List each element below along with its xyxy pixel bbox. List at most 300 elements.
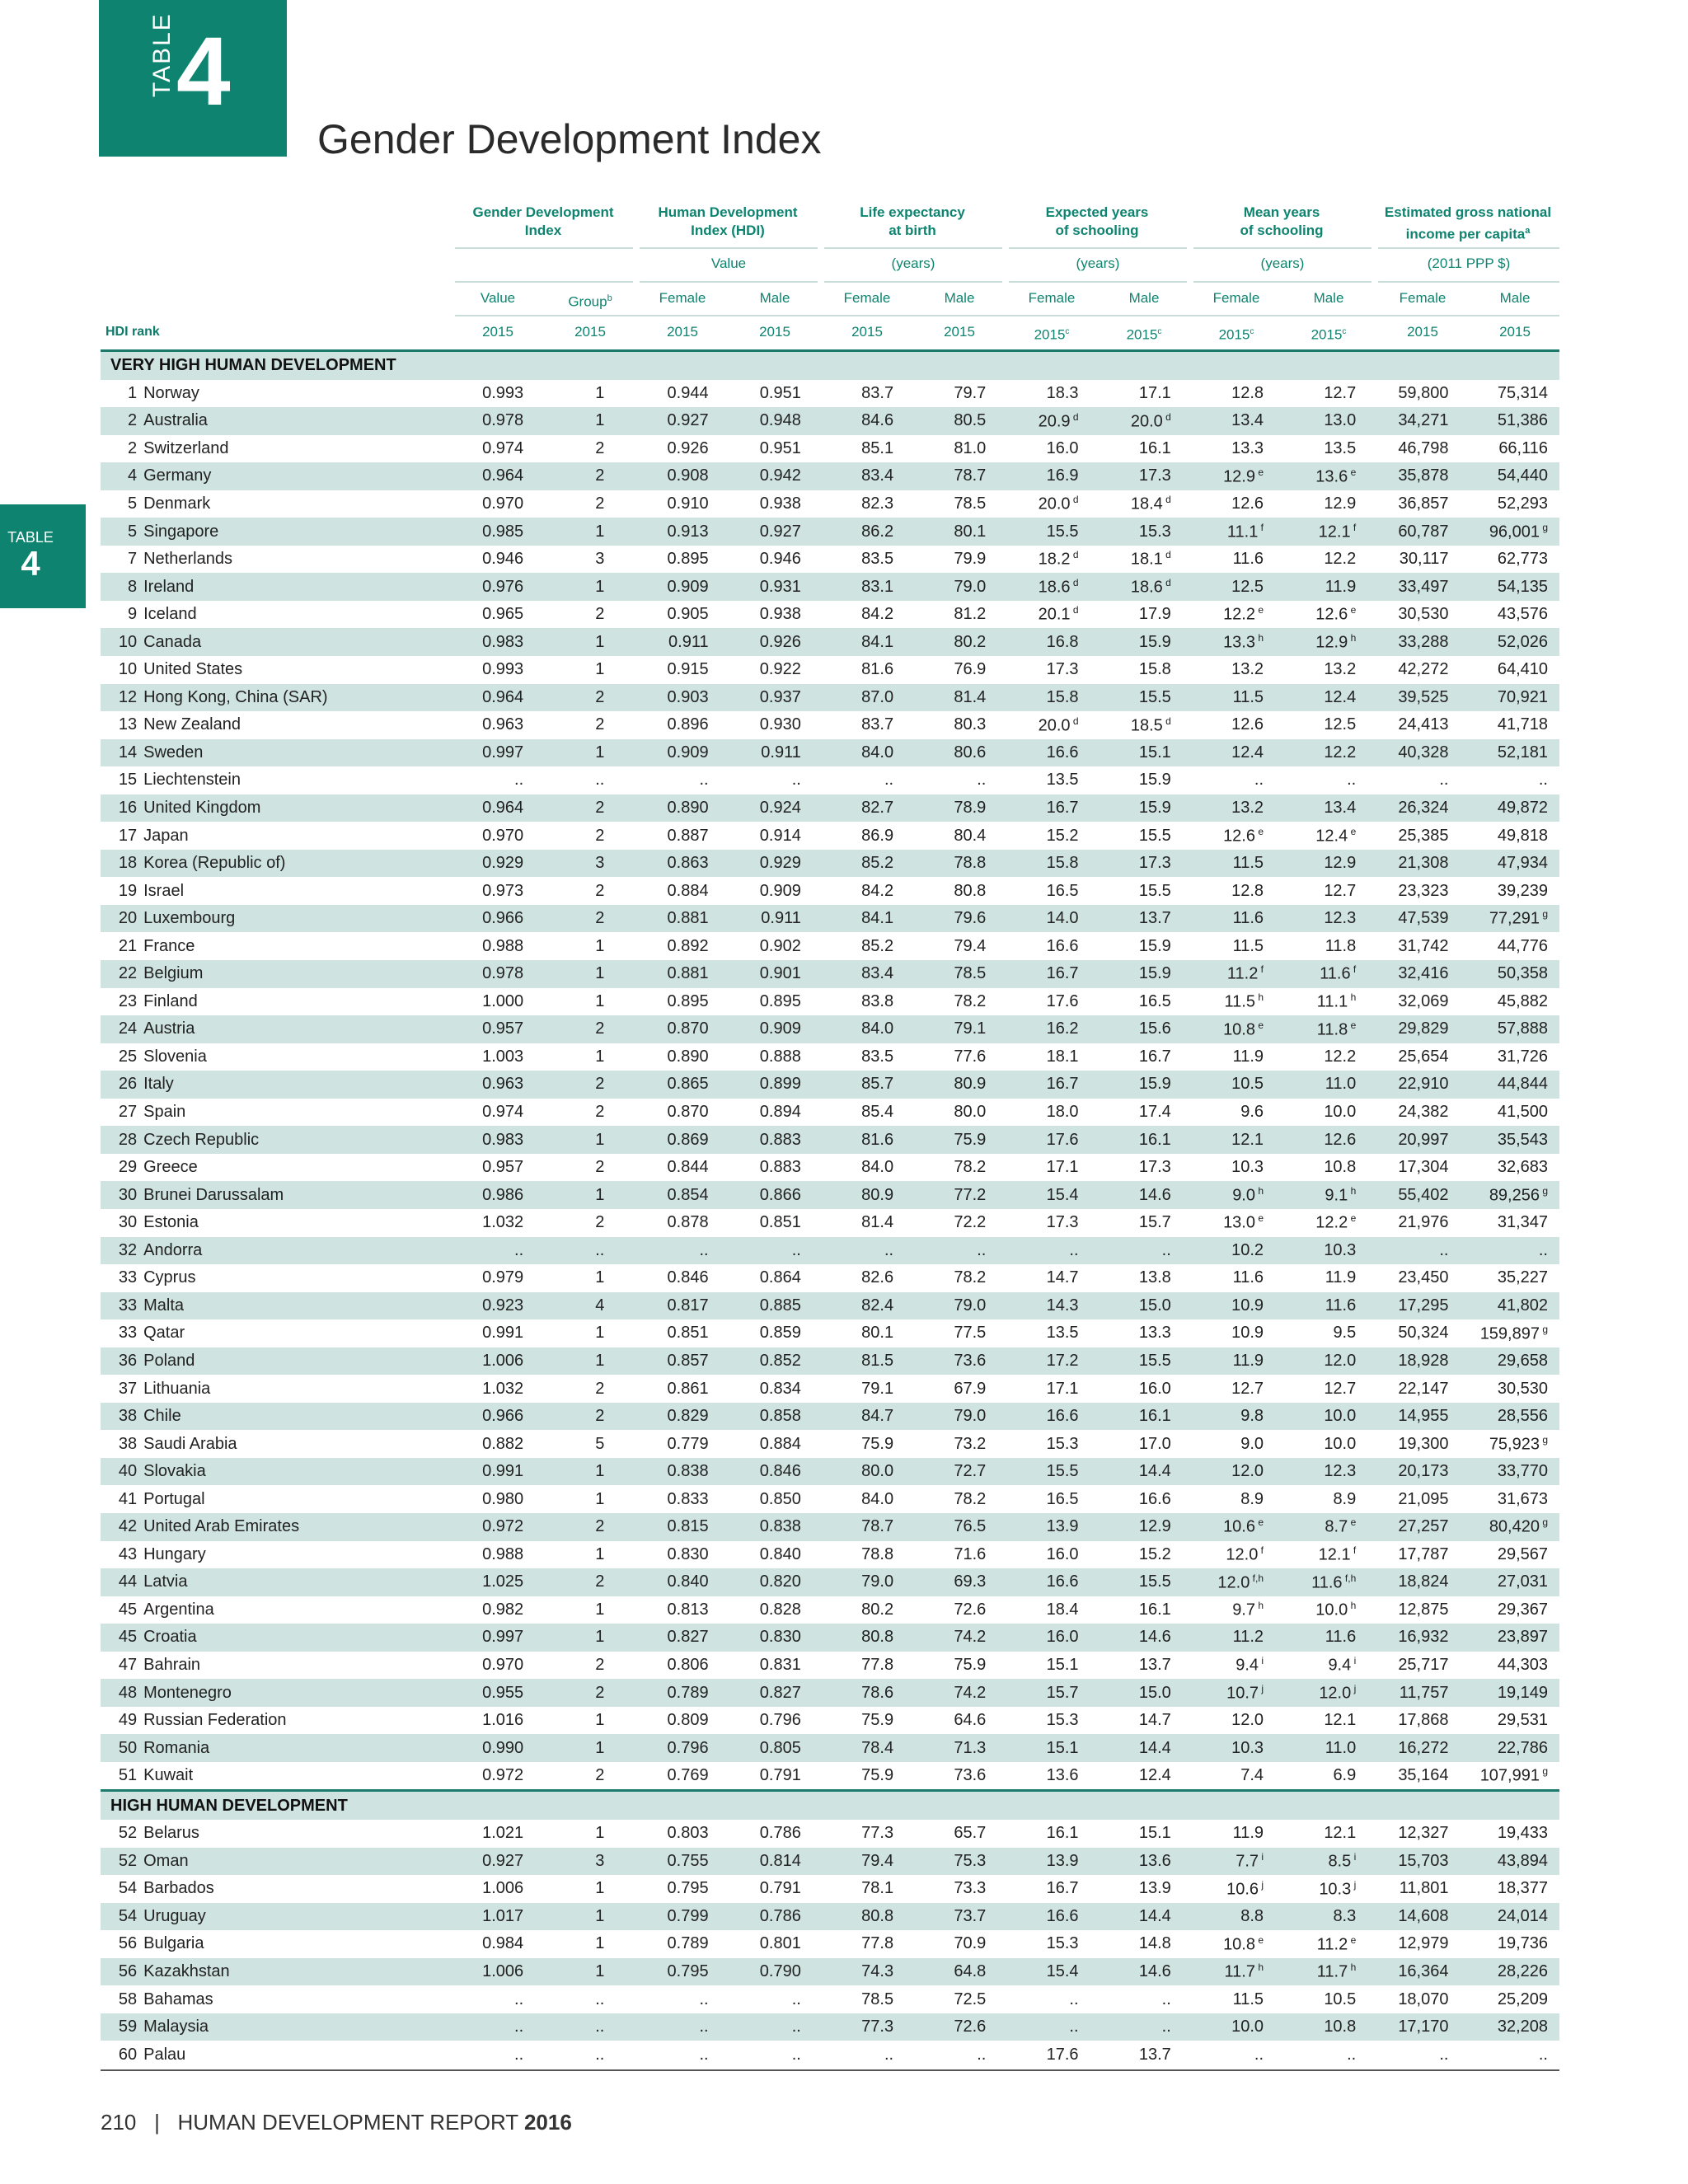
value-cell: 12.5 bbox=[1189, 573, 1282, 601]
value-cell: 57,888 bbox=[1466, 1015, 1559, 1043]
value-cell: 80.8 bbox=[819, 1624, 912, 1652]
table-row bbox=[101, 684, 1559, 712]
value-cell: 32,208 bbox=[1466, 2013, 1559, 2041]
hdi-rank: 59 bbox=[101, 2013, 143, 2041]
value-cell: 80.5 bbox=[912, 407, 1004, 435]
hdi-rank: 43 bbox=[118, 1544, 138, 1563]
value-cell: 14.3 bbox=[1004, 1292, 1096, 1320]
value-cell: 89,256 $^g$ bbox=[1466, 1181, 1559, 1209]
value-cell: 11.5 bbox=[1232, 1990, 1264, 2008]
value-cell: 14.4 bbox=[1097, 1734, 1189, 1762]
value-cell: 10.0 bbox=[1324, 1434, 1357, 1453]
value-cell: 20.0 $^d$ bbox=[1038, 494, 1079, 513]
value-cell: .. bbox=[819, 1237, 912, 1265]
value-cell: 0.852 bbox=[727, 1347, 819, 1376]
hdi-rank: 27 bbox=[118, 1103, 138, 1122]
country-name: Barbados bbox=[143, 1879, 214, 1898]
value-cell: 84.6 bbox=[819, 407, 912, 435]
table-row bbox=[101, 766, 1559, 794]
value-cell: 22,910 bbox=[1374, 1071, 1466, 1099]
value-cell: 12.5 bbox=[1324, 715, 1357, 734]
value-cell: 13.5 bbox=[1046, 1324, 1079, 1343]
value-cell: 16.7 bbox=[1004, 960, 1096, 988]
value-cell: 85.2 bbox=[819, 850, 912, 878]
country-name: Israel bbox=[143, 881, 185, 900]
value-cell: 12.1 $^f$ bbox=[1282, 518, 1374, 546]
value-cell: 12.2 bbox=[1324, 1047, 1357, 1066]
value-cell: 1 bbox=[595, 1544, 605, 1563]
unit-hdi: Value bbox=[710, 255, 747, 271]
table-row bbox=[101, 2013, 1559, 2041]
value-cell: 0.859 bbox=[759, 1324, 801, 1343]
table-row bbox=[101, 1237, 1559, 1265]
table-row bbox=[101, 1596, 1559, 1624]
value-cell: 83.8 bbox=[861, 991, 894, 1010]
value-cell: 15.8 bbox=[1004, 850, 1096, 878]
value-cell: 0.830 bbox=[667, 1544, 709, 1563]
value-cell: 78.5 bbox=[861, 1990, 894, 2008]
value-cell: 62,773 bbox=[1497, 550, 1548, 569]
country-name: Germany bbox=[143, 462, 456, 490]
sub-life-female: Female bbox=[843, 290, 891, 306]
value-cell: 15.9 bbox=[1097, 960, 1189, 988]
value-cell: 2 bbox=[595, 1655, 605, 1674]
country-name: Uruguay bbox=[143, 1903, 456, 1931]
year-3: 2015 bbox=[759, 324, 790, 340]
country-name: Japan bbox=[143, 826, 189, 845]
value-cell: 15.8 bbox=[1004, 684, 1096, 712]
value-cell: 14.6 bbox=[1097, 1624, 1189, 1652]
value-cell: 1 bbox=[542, 1903, 634, 1931]
value-cell: 12.7 bbox=[1324, 1379, 1357, 1398]
value-cell: 17.1 bbox=[1046, 1379, 1079, 1398]
value-cell: 79.1 bbox=[912, 1015, 1004, 1043]
value-cell: 1 bbox=[542, 628, 634, 656]
country-name: Malta bbox=[143, 1292, 456, 1320]
value-cell: 0.883 bbox=[727, 1126, 819, 1154]
value-cell: 73.6 bbox=[912, 1347, 1004, 1376]
value-cell: 8.8 bbox=[1189, 1903, 1282, 1931]
table-row bbox=[101, 1958, 1559, 1986]
value-cell: 2 bbox=[542, 1513, 634, 1541]
country-name: Slovenia bbox=[143, 1047, 207, 1066]
value-cell: 0.982 bbox=[482, 1600, 524, 1619]
value-cell: 84.0 bbox=[819, 739, 912, 767]
value-cell: 12.9 bbox=[1324, 494, 1357, 513]
value-cell: .. bbox=[595, 2045, 605, 2064]
table-row bbox=[101, 1485, 1559, 1513]
value-cell: 77.3 bbox=[819, 2013, 912, 2041]
hdi-rank: 13 bbox=[118, 715, 138, 734]
value-cell: 11.5 bbox=[1189, 684, 1282, 712]
value-cell: 12.6 bbox=[1282, 1126, 1374, 1154]
value-cell: 0.799 bbox=[634, 1903, 726, 1931]
value-cell: 16.1 bbox=[1046, 1824, 1079, 1843]
value-cell: 11.6 bbox=[1189, 905, 1282, 933]
value-cell: 0.988 bbox=[482, 1544, 524, 1563]
value-cell: 0.988 bbox=[482, 936, 524, 955]
hdi-rank: 48 bbox=[101, 1679, 143, 1707]
value-cell: 17.3 bbox=[1046, 660, 1079, 679]
sub-gni-male: Male bbox=[1499, 290, 1531, 306]
value-cell: 0.926 bbox=[727, 628, 819, 656]
value-cell: 85.7 bbox=[819, 1071, 912, 1099]
value-cell: 18.0 bbox=[1046, 1103, 1079, 1122]
value-cell: 11.9 bbox=[1232, 1824, 1264, 1843]
value-cell: 82.3 bbox=[861, 494, 894, 513]
value-cell: 43,576 bbox=[1497, 605, 1548, 624]
value-cell: 15.3 bbox=[1046, 1434, 1079, 1453]
value-cell: 0.829 bbox=[634, 1403, 726, 1431]
hdi-rank: 41 bbox=[118, 1489, 138, 1508]
value-cell: 71.6 bbox=[954, 1544, 987, 1563]
value-cell: 74.2 bbox=[912, 1624, 1004, 1652]
value-cell: 12.7 bbox=[1324, 881, 1357, 900]
value-cell: 34,271 bbox=[1374, 407, 1466, 435]
table-row bbox=[101, 1403, 1559, 1431]
table-row bbox=[101, 628, 1559, 656]
value-cell: 54,135 bbox=[1466, 573, 1559, 601]
value-cell: 16.1 bbox=[1097, 1126, 1189, 1154]
value-cell: 79.0 bbox=[912, 1292, 1004, 1320]
value-cell: 0.827 bbox=[727, 1679, 819, 1707]
value-cell: 81.5 bbox=[819, 1347, 912, 1376]
table-row bbox=[101, 877, 1559, 905]
hdi-rank: 26 bbox=[101, 1071, 143, 1099]
value-cell: 0.911 bbox=[727, 739, 819, 767]
value-cell: 12.6 $^e$ bbox=[1223, 825, 1264, 846]
value-cell: 1.021 bbox=[482, 1824, 524, 1843]
year-5: 2015 bbox=[944, 324, 975, 340]
value-cell: 13.5 bbox=[1324, 438, 1357, 457]
value-cell: 72.5 bbox=[954, 1990, 987, 2008]
table-row bbox=[101, 435, 1559, 463]
table-row bbox=[101, 711, 1559, 739]
value-cell: 0.890 bbox=[634, 794, 726, 823]
value-cell: 10.6 $^e$ bbox=[1189, 1513, 1282, 1541]
value-cell: 0.895 bbox=[759, 991, 801, 1010]
value-cell: 10.0 bbox=[1324, 1103, 1357, 1122]
value-cell: 15.3 bbox=[1046, 1711, 1079, 1730]
country-name: Poland bbox=[143, 1347, 456, 1376]
value-cell: 0.883 bbox=[759, 1158, 801, 1177]
value-cell: 12.9 $^h$ bbox=[1282, 628, 1374, 656]
hdi-rank: 19 bbox=[118, 881, 138, 900]
value-cell: 0.972 bbox=[482, 1766, 524, 1785]
value-cell: 79.9 bbox=[954, 550, 987, 569]
value-cell: 18.1 $^d$ bbox=[1130, 549, 1171, 569]
value-cell: 80.8 bbox=[954, 881, 987, 900]
table-row bbox=[101, 905, 1559, 933]
value-cell: 82.4 bbox=[819, 1292, 912, 1320]
value-cell: 1.017 bbox=[456, 1903, 542, 1931]
value-cell: 11,757 bbox=[1374, 1679, 1466, 1707]
value-cell: .. bbox=[595, 771, 605, 790]
value-cell: 83.4 bbox=[819, 462, 912, 490]
hdi-rank: 23 bbox=[118, 991, 138, 1010]
value-cell: 0.884 bbox=[667, 881, 709, 900]
value-cell: 14.6 bbox=[1097, 1181, 1189, 1209]
value-cell: 76.5 bbox=[912, 1513, 1004, 1541]
value-cell: 0.881 bbox=[634, 960, 726, 988]
sub-hdi-male: Male bbox=[759, 290, 790, 306]
value-cell: .. bbox=[1538, 771, 1548, 790]
value-cell: 81.4 bbox=[912, 684, 1004, 712]
value-cell: 84.0 bbox=[861, 1489, 894, 1508]
value-cell: 0.930 bbox=[759, 715, 801, 734]
value-cell: 0.851 bbox=[759, 1213, 801, 1232]
value-cell: 30,530 bbox=[1497, 1379, 1548, 1398]
value-cell: 0.844 bbox=[667, 1158, 709, 1177]
country-name: Czech Republic bbox=[143, 1126, 456, 1154]
value-cell: 29,531 bbox=[1497, 1711, 1548, 1730]
value-cell: 0.878 bbox=[667, 1213, 709, 1232]
value-cell: 0.858 bbox=[727, 1403, 819, 1431]
value-cell: 39,239 bbox=[1497, 881, 1548, 900]
value-cell: 15.2 bbox=[1138, 1544, 1171, 1563]
value-cell: .. bbox=[514, 2045, 524, 2064]
value-cell: 49,818 bbox=[1497, 826, 1548, 845]
value-cell: 50,324 bbox=[1398, 1324, 1449, 1343]
country-name: Palau bbox=[143, 2045, 186, 2064]
value-cell: 10.0 bbox=[1282, 1403, 1374, 1431]
value-cell: 12.0 bbox=[1282, 1347, 1374, 1376]
value-cell: 2 bbox=[595, 1158, 605, 1177]
value-cell: 0.944 bbox=[667, 383, 709, 402]
value-cell: 0.991 bbox=[456, 1458, 542, 1486]
value-cell: 21,976 bbox=[1398, 1213, 1449, 1232]
hdi-rank: 54 bbox=[101, 1903, 143, 1931]
value-cell: 80.0 bbox=[954, 1103, 987, 1122]
value-cell: 79.0 bbox=[912, 1403, 1004, 1431]
value-cell: 0.863 bbox=[634, 850, 726, 878]
value-cell: 81.6 bbox=[861, 660, 894, 679]
page-title: Gender Development Index bbox=[317, 116, 822, 162]
value-cell: .. bbox=[884, 771, 894, 790]
table-row bbox=[101, 518, 1559, 546]
value-cell: 1 bbox=[542, 518, 634, 546]
value-cell: 13.7 bbox=[1138, 2045, 1171, 2064]
value-cell: 13.6 bbox=[1046, 1766, 1079, 1785]
value-cell: 77.8 bbox=[861, 1655, 894, 1674]
hdi-rank: 5 bbox=[127, 494, 138, 513]
value-cell: 12.0 $^j$ bbox=[1282, 1679, 1374, 1707]
value-cell: 0.955 bbox=[456, 1679, 542, 1707]
section-header: VERY HIGH HUMAN DEVELOPMENT bbox=[101, 351, 1559, 380]
value-cell: 44,776 bbox=[1497, 936, 1548, 955]
value-cell: 13.2 bbox=[1189, 794, 1282, 823]
value-cell: 11.9 bbox=[1232, 1047, 1264, 1066]
value-cell: 19,149 bbox=[1466, 1679, 1559, 1707]
value-cell: 15.3 bbox=[1046, 1934, 1079, 1953]
value-cell: 20.0 $^d$ bbox=[1038, 715, 1079, 735]
hdi-rank: 37 bbox=[118, 1379, 138, 1398]
value-cell: 11.5 bbox=[1232, 936, 1264, 955]
value-cell: 3 bbox=[542, 1848, 634, 1876]
value-cell: 1 bbox=[595, 1824, 605, 1843]
value-cell: 20.1 $^d$ bbox=[1038, 604, 1079, 625]
value-cell: 72.6 bbox=[954, 1600, 987, 1619]
value-cell: 0.909 bbox=[759, 881, 801, 900]
table-row bbox=[101, 1015, 1559, 1043]
value-cell: 1 bbox=[542, 739, 634, 767]
value-cell: 11.6 bbox=[1232, 1268, 1264, 1287]
value-cell: 1 bbox=[595, 1268, 605, 1287]
value-cell: 11.2 $^f$ bbox=[1189, 960, 1282, 988]
value-cell: 16.6 bbox=[1004, 739, 1096, 767]
value-cell: 0.908 bbox=[634, 462, 726, 490]
value-cell: 14.7 bbox=[1046, 1268, 1079, 1287]
value-cell: 12.1 bbox=[1324, 1824, 1357, 1843]
value-cell: .. bbox=[699, 771, 709, 790]
value-cell: 0.983 bbox=[456, 1126, 542, 1154]
value-cell: 0.789 bbox=[667, 1934, 709, 1953]
sub-gdi-group: Group$^b$ bbox=[568, 293, 612, 310]
value-cell: 17.4 bbox=[1138, 1103, 1171, 1122]
value-cell: 0.838 bbox=[634, 1458, 726, 1486]
country-name: Canada bbox=[143, 628, 456, 656]
sub-gni-female: Female bbox=[1399, 290, 1447, 306]
value-cell: 17,295 bbox=[1374, 1292, 1466, 1320]
value-cell: 9.6 bbox=[1240, 1103, 1264, 1122]
value-cell: 79.0 bbox=[819, 1568, 912, 1596]
value-cell: 35,543 bbox=[1466, 1126, 1559, 1154]
value-cell: .. bbox=[1347, 2045, 1357, 2064]
hdi-rank: 36 bbox=[101, 1347, 143, 1376]
value-cell: 0.970 bbox=[482, 1655, 524, 1674]
value-cell: 72.7 bbox=[912, 1458, 1004, 1486]
value-cell: 13.8 bbox=[1138, 1268, 1171, 1287]
value-cell: 0.813 bbox=[667, 1600, 709, 1619]
value-cell: 11.7 $^h$ bbox=[1282, 1958, 1374, 1986]
year-11: 2015 bbox=[1499, 324, 1531, 340]
value-cell: 15.1 bbox=[1138, 1824, 1171, 1843]
value-cell: 0.791 bbox=[759, 1766, 801, 1785]
hdi-rank: 45 bbox=[118, 1600, 138, 1619]
value-cell: 21,308 bbox=[1374, 850, 1466, 878]
value-cell: 35,227 bbox=[1497, 1268, 1548, 1287]
value-cell: 0.937 bbox=[727, 684, 819, 712]
value-cell: 0.857 bbox=[634, 1347, 726, 1376]
value-cell: 18,070 bbox=[1398, 1990, 1449, 2008]
value-cell: 15.5 bbox=[1004, 1458, 1096, 1486]
value-cell: 0.896 bbox=[667, 715, 709, 734]
value-cell: 18.3 bbox=[1046, 383, 1079, 402]
value-cell: 0.888 bbox=[759, 1047, 801, 1066]
value-cell: 16.1 bbox=[1138, 1600, 1171, 1619]
country-name: Ireland bbox=[143, 573, 456, 601]
value-cell: 1.006 bbox=[482, 1879, 524, 1898]
value-cell: 0.910 bbox=[667, 494, 709, 513]
value-cell: 14.0 bbox=[1004, 905, 1096, 933]
value-cell: .. bbox=[634, 2013, 726, 2041]
value-cell: 1.003 bbox=[482, 1047, 524, 1066]
value-cell: 80.2 bbox=[912, 628, 1004, 656]
value-cell: 0.963 bbox=[456, 1071, 542, 1099]
value-cell: .. bbox=[514, 1990, 524, 2008]
value-cell: 86.2 bbox=[819, 518, 912, 546]
value-cell: 15.5 bbox=[1097, 1347, 1189, 1376]
country-name: Australia bbox=[143, 407, 456, 435]
value-cell: 77,291 $^g$ bbox=[1466, 905, 1559, 933]
value-cell: 2 bbox=[595, 1103, 605, 1122]
hdi-rank: 29 bbox=[118, 1158, 138, 1177]
value-cell: 10.7 $^j$ bbox=[1189, 1679, 1282, 1707]
value-cell: 80.9 bbox=[819, 1181, 912, 1209]
value-cell: 13.5 bbox=[1046, 771, 1079, 790]
value-cell: 75.9 bbox=[954, 1655, 987, 1674]
value-cell: 12.7 bbox=[1231, 1379, 1264, 1398]
value-cell: 12,875 bbox=[1398, 1600, 1449, 1619]
value-cell: 80.3 bbox=[954, 715, 987, 734]
value-cell: 159,897 $^g$ bbox=[1479, 1323, 1548, 1343]
value-cell: 16.7 bbox=[1046, 1879, 1079, 1898]
hdi-rank: 33 bbox=[118, 1268, 138, 1287]
value-cell: .. bbox=[699, 2045, 709, 2064]
value-cell: 11.6 $^f$ bbox=[1282, 960, 1374, 988]
country-name: Slovakia bbox=[143, 1458, 456, 1486]
country-name: Italy bbox=[143, 1071, 456, 1099]
value-cell: 7.4 bbox=[1240, 1766, 1264, 1785]
value-cell: 11.9 bbox=[1282, 573, 1374, 601]
value-cell: 0.909 bbox=[634, 739, 726, 767]
value-cell: 23,323 bbox=[1398, 881, 1449, 900]
value-cell: 0.769 bbox=[667, 1766, 709, 1785]
table-word: TABLE bbox=[148, 12, 176, 97]
value-cell: 74.3 bbox=[819, 1958, 912, 1986]
value-cell: 17.0 bbox=[1138, 1434, 1171, 1453]
value-cell: 22,147 bbox=[1398, 1379, 1449, 1398]
table-row bbox=[101, 1875, 1559, 1903]
value-cell: 24,382 bbox=[1398, 1103, 1449, 1122]
value-cell: 15.9 bbox=[1138, 936, 1171, 955]
country-name: New Zealand bbox=[143, 715, 241, 734]
value-cell: 0.922 bbox=[759, 660, 801, 679]
gdi-table bbox=[101, 349, 1559, 2069]
value-cell: 9.0 $^h$ bbox=[1189, 1181, 1282, 1209]
value-cell: 0.833 bbox=[667, 1489, 709, 1508]
value-cell: 0.973 bbox=[482, 881, 524, 900]
value-cell: 13.7 bbox=[1138, 1655, 1171, 1674]
value-cell: 1.006 bbox=[456, 1347, 542, 1376]
value-cell: 12.1 $^f$ bbox=[1318, 1544, 1357, 1564]
value-cell: 83.7 bbox=[861, 715, 894, 734]
value-cell: 84.0 bbox=[819, 1015, 912, 1043]
value-cell: 12.0 $^f$ bbox=[1226, 1544, 1264, 1564]
value-cell: 2 bbox=[595, 438, 605, 457]
value-cell: 42,272 bbox=[1398, 660, 1449, 679]
value-cell: 0.795 bbox=[667, 1879, 709, 1898]
value-cell: 0.901 bbox=[727, 960, 819, 988]
hdi-rank: 50 bbox=[101, 1734, 143, 1762]
value-cell: .. bbox=[1069, 1990, 1079, 2008]
value-cell: 0.899 bbox=[727, 1071, 819, 1099]
value-cell: 82.7 bbox=[819, 794, 912, 823]
value-cell: 78.2 bbox=[954, 1268, 987, 1287]
value-cell: 1.006 bbox=[456, 1958, 542, 1986]
hdi-rank: 18 bbox=[101, 850, 143, 878]
value-cell: 16.5 bbox=[1046, 881, 1079, 900]
table-row bbox=[101, 1347, 1559, 1376]
value-cell: 85.1 bbox=[861, 438, 894, 457]
table-row bbox=[101, 1292, 1559, 1320]
value-cell: 76.9 bbox=[954, 660, 987, 679]
value-cell: 67.9 bbox=[954, 1379, 987, 1398]
value-cell: 0.915 bbox=[667, 660, 709, 679]
value-cell: 15.4 bbox=[1004, 1181, 1096, 1209]
value-cell: 11.6 bbox=[1282, 1624, 1374, 1652]
value-cell: 30,530 bbox=[1398, 605, 1449, 624]
